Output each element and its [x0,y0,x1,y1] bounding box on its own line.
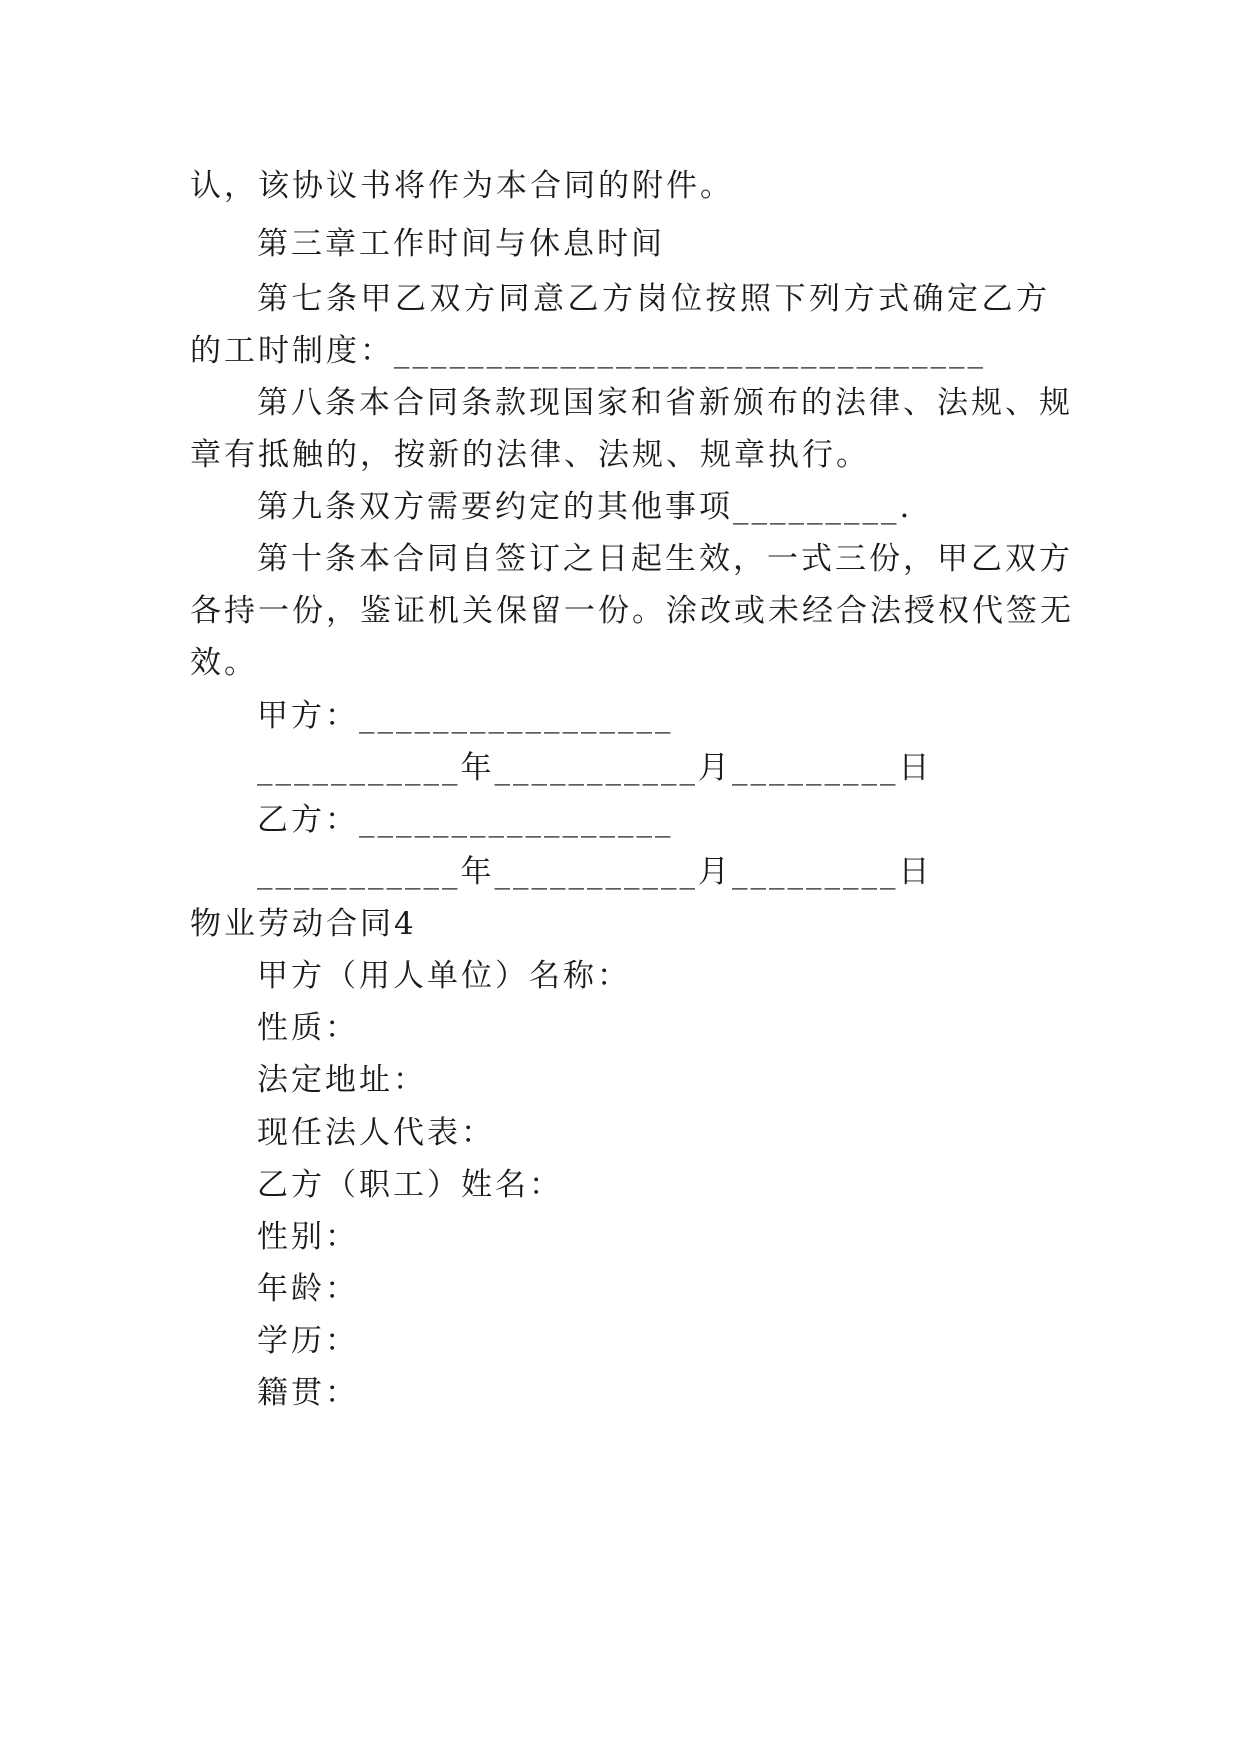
party-a-signature: 甲方：_________________ [257,698,674,734]
article-8-line-1: 第八条本合同条款现国家和省新颁布的法律、法规、规 [257,385,1073,421]
text-line-1: 认，该协议书将作为本合同的附件。 [190,168,734,204]
article-10-line-2: 各持一份，鉴证机关保留一份。涂改或未经合法授权代签无 [190,593,1074,629]
party-b-date: ___________年___________月_________日 [257,854,933,890]
party-a-date: ___________年___________月_________日 [257,750,933,786]
field-nature: 性质： [257,1010,359,1046]
field-legal-representative: 现任法人代表： [257,1115,495,1151]
contract-title: 物业劳动合同4 [190,906,417,942]
article-10-line-3: 效。 [190,645,258,681]
article-7-line-2: 的工时制度：________________________________ [190,333,986,369]
field-native-place: 籍贯： [257,1375,359,1411]
article-10-line-1: 第十条本合同自签订之日起生效，一式三份，甲乙双方 [257,541,1073,577]
field-age: 年龄： [257,1271,359,1307]
article-8-line-2: 章有抵触的，按新的法律、法规、规章执行。 [190,437,870,473]
field-education: 学历： [257,1323,359,1359]
field-gender: 性别： [257,1219,359,1255]
field-legal-address: 法定地址： [257,1062,427,1098]
field-employer-name: 甲方（用人单位）名称： [257,958,631,994]
party-b-signature: 乙方：_________________ [257,802,674,838]
article-9: 第九条双方需要约定的其他事项_________. [257,489,913,525]
chapter-heading: 第三章工作时间与休息时间 [257,226,665,262]
article-7-line-1: 第七条甲乙双方同意乙方岗位按照下列方式确定乙方 [257,281,1050,317]
field-employee-name: 乙方（职工）姓名： [257,1167,563,1203]
